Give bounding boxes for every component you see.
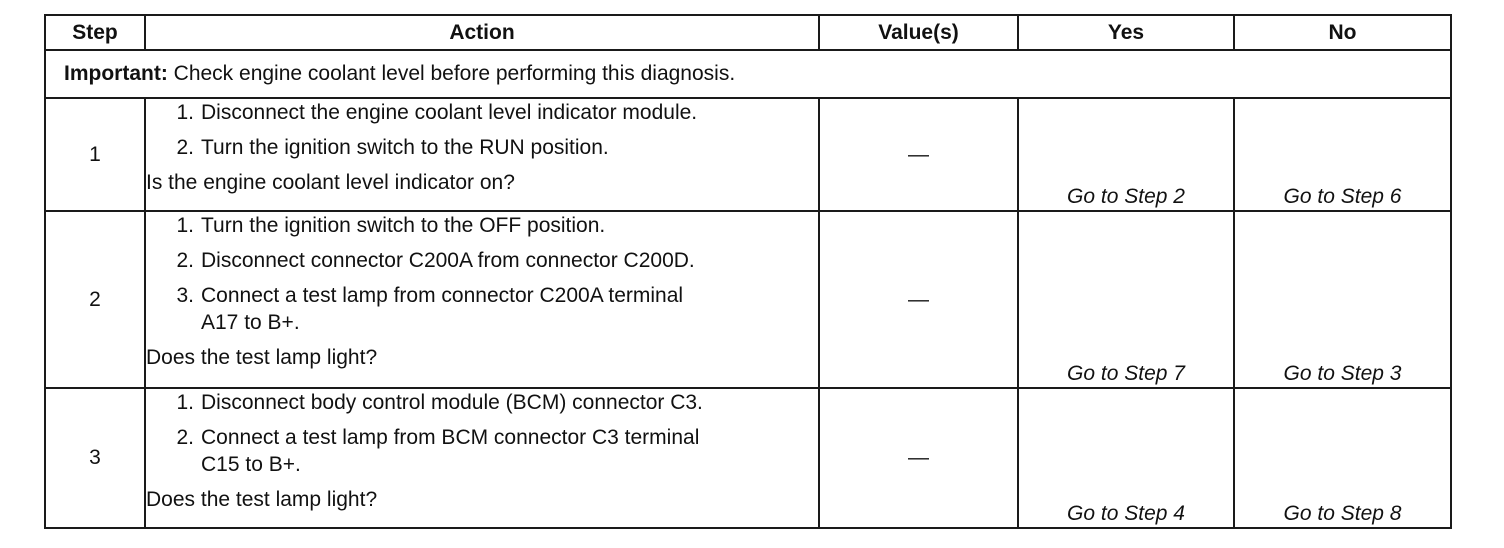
step-number: 2 <box>45 211 145 388</box>
yes-goto: Go to Step 7 <box>1018 211 1234 388</box>
action-item-number: 1. <box>176 391 194 414</box>
step-row <box>45 388 1451 528</box>
action-question: Does the test lamp light? <box>146 346 378 369</box>
important-note-row <box>45 50 1451 98</box>
action-item-number: 2. <box>176 426 194 449</box>
action-item <box>146 212 818 239</box>
action-item-number: 1. <box>176 101 194 124</box>
header-step: Step <box>45 15 145 50</box>
action-item <box>146 134 818 161</box>
header-values: Value(s) <box>819 15 1018 50</box>
step-number: 3 <box>45 388 145 528</box>
action-item-number: 2. <box>176 249 194 272</box>
action-item-text: Disconnect connector C200A from connector C200D. <box>201 249 695 272</box>
step-value: — <box>819 211 1018 388</box>
action-question: Does the test lamp light? <box>146 488 378 511</box>
action-item-text: Connect a test lamp from BCM connector C3 terminal C15 to B+. <box>201 426 700 476</box>
action-item-number: 2. <box>176 136 194 159</box>
action-item-text: Turn the ignition switch to the RUN position. <box>201 136 609 159</box>
step-number: 1 <box>45 98 145 211</box>
action-item <box>146 99 818 126</box>
action-list <box>146 389 818 478</box>
action-item <box>146 424 818 478</box>
action-item <box>146 247 818 274</box>
step-row <box>45 211 1451 388</box>
header-yes: Yes <box>1018 15 1234 50</box>
step-action <box>145 211 819 388</box>
step-row <box>45 98 1451 211</box>
no-goto: Go to Step 6 <box>1234 98 1451 211</box>
action-item-text: Connect a test lamp from connector C200A terminal A17 to B+. <box>201 284 684 334</box>
action-item <box>146 389 818 416</box>
important-label: Important: <box>64 62 168 85</box>
yes-goto: Go to Step 2 <box>1018 98 1234 211</box>
important-text: Check engine coolant level before performing this diagnosis. <box>167 62 736 85</box>
step-action <box>145 388 819 528</box>
action-item-number: 3. <box>176 284 194 307</box>
step-action <box>145 98 819 211</box>
action-item <box>146 282 818 336</box>
no-goto: Go to Step 3 <box>1234 211 1451 388</box>
no-goto: Go to Step 8 <box>1234 388 1451 528</box>
header-action: Action <box>145 15 819 50</box>
action-list <box>146 212 818 336</box>
action-item-text: Disconnect body control module (BCM) connector C3. <box>201 391 703 414</box>
step-value: — <box>819 98 1018 211</box>
header-row <box>45 15 1451 50</box>
action-item-text: Disconnect the engine coolant level indicator module. <box>201 101 698 124</box>
action-list <box>146 99 818 161</box>
action-question: Is the engine coolant level indicator on? <box>146 171 515 194</box>
diagnostic-table <box>44 14 1452 529</box>
important-note <box>45 50 1451 98</box>
action-item-text: Turn the ignition switch to the OFF position. <box>201 214 606 237</box>
yes-goto: Go to Step 4 <box>1018 388 1234 528</box>
step-value: — <box>819 388 1018 528</box>
action-item-number: 1. <box>176 214 194 237</box>
header-no: No <box>1234 15 1451 50</box>
